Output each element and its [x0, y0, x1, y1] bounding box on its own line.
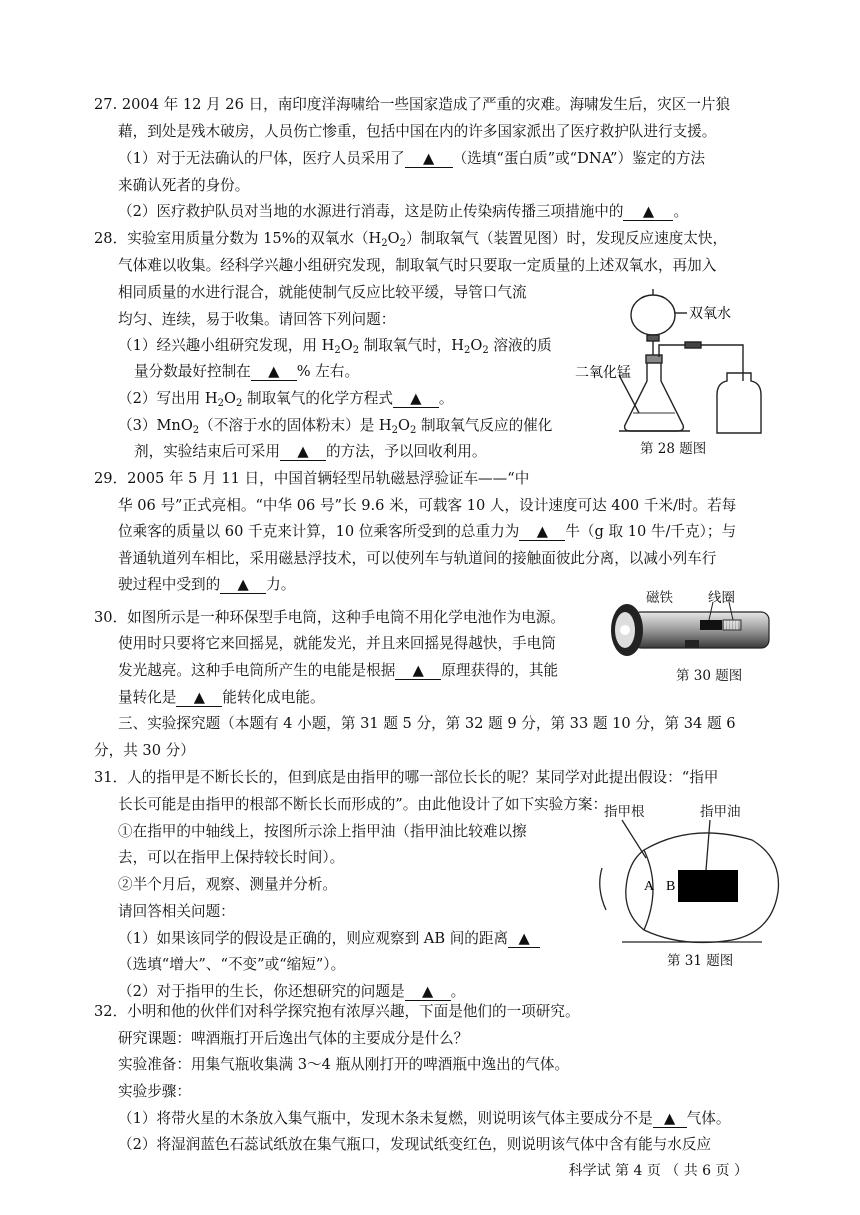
figure-30-caption: 第 30 题图 — [676, 668, 743, 684]
figure-31-caption: 第 31 题图 — [667, 953, 734, 969]
fingernail-figure — [582, 818, 782, 958]
separatory-funnel — [631, 295, 675, 335]
section-3-heading-cont: 分，共 30 分） — [94, 742, 195, 759]
q29-line-2: 华 06 号”正式亮相。“中华 06 号”长 9.6 米，可载客 10 人，设计速度可达 400 千米/时。若每 — [118, 497, 737, 514]
label-mno2: 二氧化锰 — [575, 364, 631, 380]
q32-line-3: 实验准备：用集气瓶收集满 3～4 瓶从刚打开的啤酒瓶中逸出的气体。 — [118, 1056, 570, 1073]
answer-blank[interactable]: ▲ — [653, 1111, 687, 1128]
answer-blank[interactable]: ▲ — [280, 444, 326, 461]
q31-line-1: 31．人的指甲是不断长长的，但到底是由指甲的哪一部位长长的呢？某同学对此提出假设：“指甲 — [94, 769, 719, 786]
q30-line-3: 发光越亮。这种手电筒所产生的电能是根据 ▲ 原理获得的，其能 — [118, 662, 559, 679]
label-magnet: 磁铁 — [646, 590, 673, 606]
magnet — [700, 620, 722, 630]
q32-line-4: 实验步骤： — [118, 1083, 191, 1100]
section-3-heading: 三、实验探究题（本题有 4 小题，第 31 题 5 分，第 32 题 9 分，第 33 题 10 分，第 34 题 6 — [118, 715, 736, 732]
q29-line-4: 普通轨道列车相比，采用磁悬浮技术，可以使列车与轨道间的接触面彼此分离，以减小列车行 — [118, 550, 717, 567]
label-nail-root: 指甲根 — [604, 804, 645, 820]
q30-line-1: 30．如图所示是一种环保型手电筒，这种手电筒不用化学电池作为电源。 — [94, 609, 565, 626]
q28-sub-1: （1）经兴趣小组研究发现，用 $H_2O_2$ 制取氧气时，$H_2O_2$ 溶液的质 — [118, 337, 552, 356]
answer-blank[interactable]: ▲ — [395, 663, 441, 680]
q28-line-4: 均匀、连续，易于收集。请回答下列问题： — [118, 311, 396, 328]
q27-sub-1: （1）对于无法确认的尸体，医疗人员采用了 ▲ （选填“蛋白质”或“DNA”）鉴定的方法 — [118, 150, 706, 167]
q31-line-3: ①在指甲的中轴线上，按图所示涂上指甲油（指甲油比较难以擦 — [118, 823, 527, 840]
q27-line-1: 27. 2004 年 12 月 26 日，南印度洋海啸给一些国家造成了严重的灾难。海啸发生后，灾区一片狼 — [94, 96, 731, 113]
q28-line-3: 相同质量的水进行混合，就能使制气反应比较平缓，导管口气流 — [118, 284, 527, 301]
q28-line-1: 28．实验室用质量分数为 15%的双氧水$(H_2O_2)$制取氧气（装置见图）时，发现反应速度太快， — [94, 230, 728, 249]
nail-polish-patch — [678, 870, 738, 902]
q29-line-5: 驶过程中受到的 ▲ 力。 — [118, 576, 296, 593]
figure-28-caption: 第 28 题图 — [640, 441, 707, 457]
answer-blank[interactable]: ▲ — [508, 931, 540, 948]
answer-blank[interactable]: ▲ — [405, 984, 451, 1001]
page-footer: 科学试 第 4 页 （ 共 6 页 ） — [568, 1163, 748, 1179]
gas-jar — [717, 373, 761, 433]
q31-sub-1: （1）如果该同学的假设是正确的，则应观察到 AB 间的距离 ▲ — [118, 929, 540, 949]
answer-blank[interactable]: ▲ — [251, 364, 297, 381]
q28-sub-1-cont: 量分数最好控制在 ▲ % 左右。 — [134, 363, 360, 380]
label-h2o2: 双氧水 — [689, 305, 731, 321]
flashlight-figure — [605, 600, 775, 664]
answer-blank[interactable]: ▲ — [176, 690, 222, 707]
q32-sub-2: （2）将湿润蓝色石蕊试纸放在集气瓶口，发现试纸变红色，则说明该气体中含有能与水反应 — [118, 1136, 712, 1153]
q27-sub-2: （2）医疗救护队员对当地的水源进行消毒，这是防止传染病传播三项措施中的 ▲ 。 — [118, 203, 689, 220]
answer-blank[interactable]: ▲ — [220, 577, 266, 594]
answer-blank[interactable]: ▲ — [393, 391, 439, 408]
oxygen-apparatus-figure — [575, 285, 775, 445]
label-nail-polish: 指甲油 — [700, 804, 741, 820]
q31-sub-2: （2）对于指甲的生长，你还想研究的问题是 ▲ 。 — [118, 983, 466, 1000]
q29-line-3: 位乘客的质量以 60 千克来计算，10 位乘客所受到的总重力为 ▲ 牛（g 取 10 牛/千克）；与 — [118, 523, 737, 540]
q30-line-4: 量转化是 ▲ 能转化成电能。 — [118, 689, 325, 706]
q27-line-2: 藉，到处是残木破房，人员伤亡惨重，包括中国在内的许多国家派出了医疗救护队进行支援。 — [118, 123, 717, 140]
q31-line-4: 去，可以在指甲上保持较长时间）。 — [118, 849, 345, 866]
q31-line-5: ②半个月后，观察、测量并分析。 — [118, 876, 337, 893]
q28-sub-3-cont: 剂，实验结束后可采用 ▲ 的方法，予以回收利用。 — [134, 443, 487, 460]
label-b: B — [666, 879, 676, 894]
answer-blank[interactable]: ▲ — [405, 151, 453, 168]
q32-sub-1: （1）将带火星的木条放入集气瓶中，发现木条未复燃，则说明该气体主要成分不是 ▲ 气体。 — [118, 1110, 731, 1127]
q31-line-6: 请回答相关问题： — [118, 903, 235, 920]
q29-line-1: 29．2005 年 5 月 11 日，中国首辆轻型吊轨磁悬浮验证车——“中 — [94, 470, 530, 487]
label-coil: 线圈 — [708, 590, 735, 606]
answer-blank[interactable]: ▲ — [519, 524, 565, 541]
q28-sub-2: （2）写出用 $H_2O_2$ 制取氧气的化学方程式 ▲ 。 — [118, 390, 454, 409]
q27-line-4: 来确认死者的身份。 — [118, 177, 250, 194]
q30-line-2: 使用时只要将它来回摇晃，就能发光，并且来回摇晃得越快，手电筒 — [118, 635, 556, 652]
label-a: A — [644, 879, 655, 894]
q31-sub-1-cont: （选填“增大”、“不变”或“缩短”）。 — [118, 956, 346, 973]
q32-line-1: 32．小明和他的伙伴们对科学探究抱有浓厚兴趣，下面是他们的一项研究。 — [94, 1003, 580, 1020]
answer-blank[interactable]: ▲ — [623, 204, 673, 221]
q28-sub-3: （3）MnO$_2$（不溶于水的固体粉末）是 $H_2O_2$ 制取氧气反应的催化 — [118, 417, 553, 436]
q32-line-2: 研究课题：啤酒瓶打开后逸出气体的主要成分是什么？ — [118, 1030, 469, 1047]
q31-line-2: 长长可能是由指甲的根部不断长长而形成的”。由此他设计了如下实验方案： — [118, 796, 608, 813]
q28-line-2: 气体难以收集。经科学兴趣小组研究发现，制取氧气时只要取一定质量的上述双氧水，再加入 — [118, 257, 717, 274]
conical-flask — [625, 363, 684, 431]
